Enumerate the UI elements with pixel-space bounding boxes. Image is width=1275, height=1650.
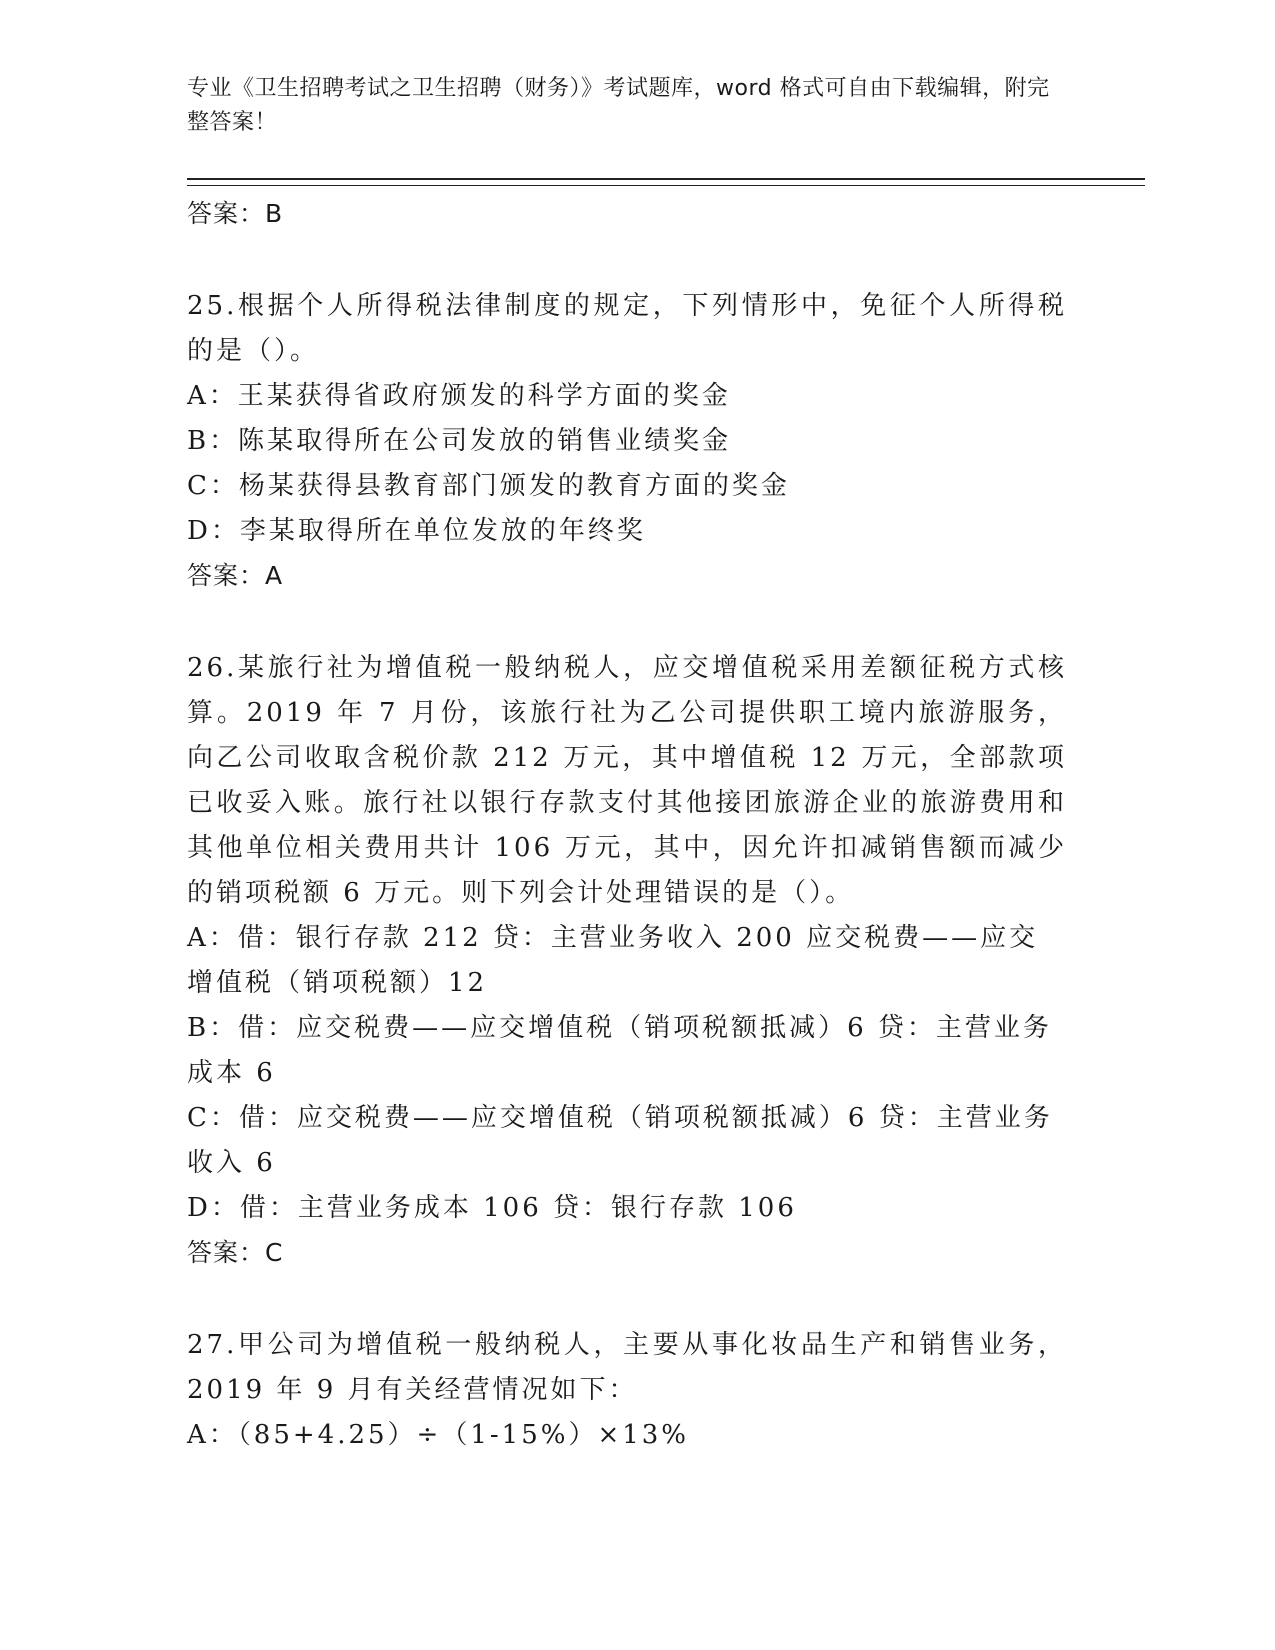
- option-a: A：（85+4.25）÷（1-15%）×13%: [187, 1420, 690, 1450]
- header-divider: [187, 178, 1145, 186]
- option-b: B：陈某取得所在公司发放的销售业绩奖金: [187, 426, 732, 456]
- question-text: 26.某旅行社为增值税一般纳税人，应交增值税采用差额征税方式核算。2019 年 7 月份，该旅行社为乙公司提供职工境内旅游服务，向乙公司收取含税价款 212 万元，其中增值税 12 万元，全部款项已收妥入账。旅行社以银行存款支付其他接团旅游企业的旅游费用和其他单位相关费用共计 106 万元，其中，因允许扣减销售额而减少的销项税额 6 万元。则下列会计处理错误的是（）。: [187, 653, 1067, 908]
- option-c: C：杨某获得县教育部门颁发的教育方面的奖金: [187, 471, 790, 501]
- option-a: A：借：银行存款 212 贷：主营业务收入 200 应交税费——应交增值税（销项税额）12: [187, 923, 1039, 998]
- question-block: [187, 646, 1067, 1275]
- answer-line: 答案：A: [187, 561, 284, 590]
- option-c: C：借：应交税费——应交增值税（销项税额抵减）6 贷：主营业务收入 6: [187, 1103, 1053, 1178]
- question-list: [187, 192, 1067, 1458]
- question-text: 25.根据个人所得税法律制度的规定，下列情形中，免征个人所得税的是（）。: [187, 291, 1067, 366]
- answer-line: 答案：C: [187, 1238, 284, 1267]
- question-block: [187, 284, 1067, 598]
- question-text: 27.甲公司为增值税一般纳税人，主要从事化妆品生产和销售业务，2019 年 9 月有关经营情况如下：: [187, 1330, 1067, 1405]
- option-a: A：王某获得省政府颁发的科学方面的奖金: [187, 381, 731, 411]
- answer-line: 答案：B: [187, 199, 284, 228]
- page-header: 专业《卫生招聘考试之卫生招聘（财务）》考试题库，word 格式可自由下载编辑，附完整答案！: [187, 76, 1050, 135]
- option-d: D：借：主营业务成本 106 贷：银行存款 106: [187, 1193, 797, 1223]
- question-block: [187, 1323, 1067, 1458]
- option-d: D：李某取得所在单位发放的年终奖: [187, 516, 646, 546]
- option-b: B：借：应交税费——应交增值税（销项税额抵减）6 贷：主营业务成本 6: [187, 1013, 1052, 1088]
